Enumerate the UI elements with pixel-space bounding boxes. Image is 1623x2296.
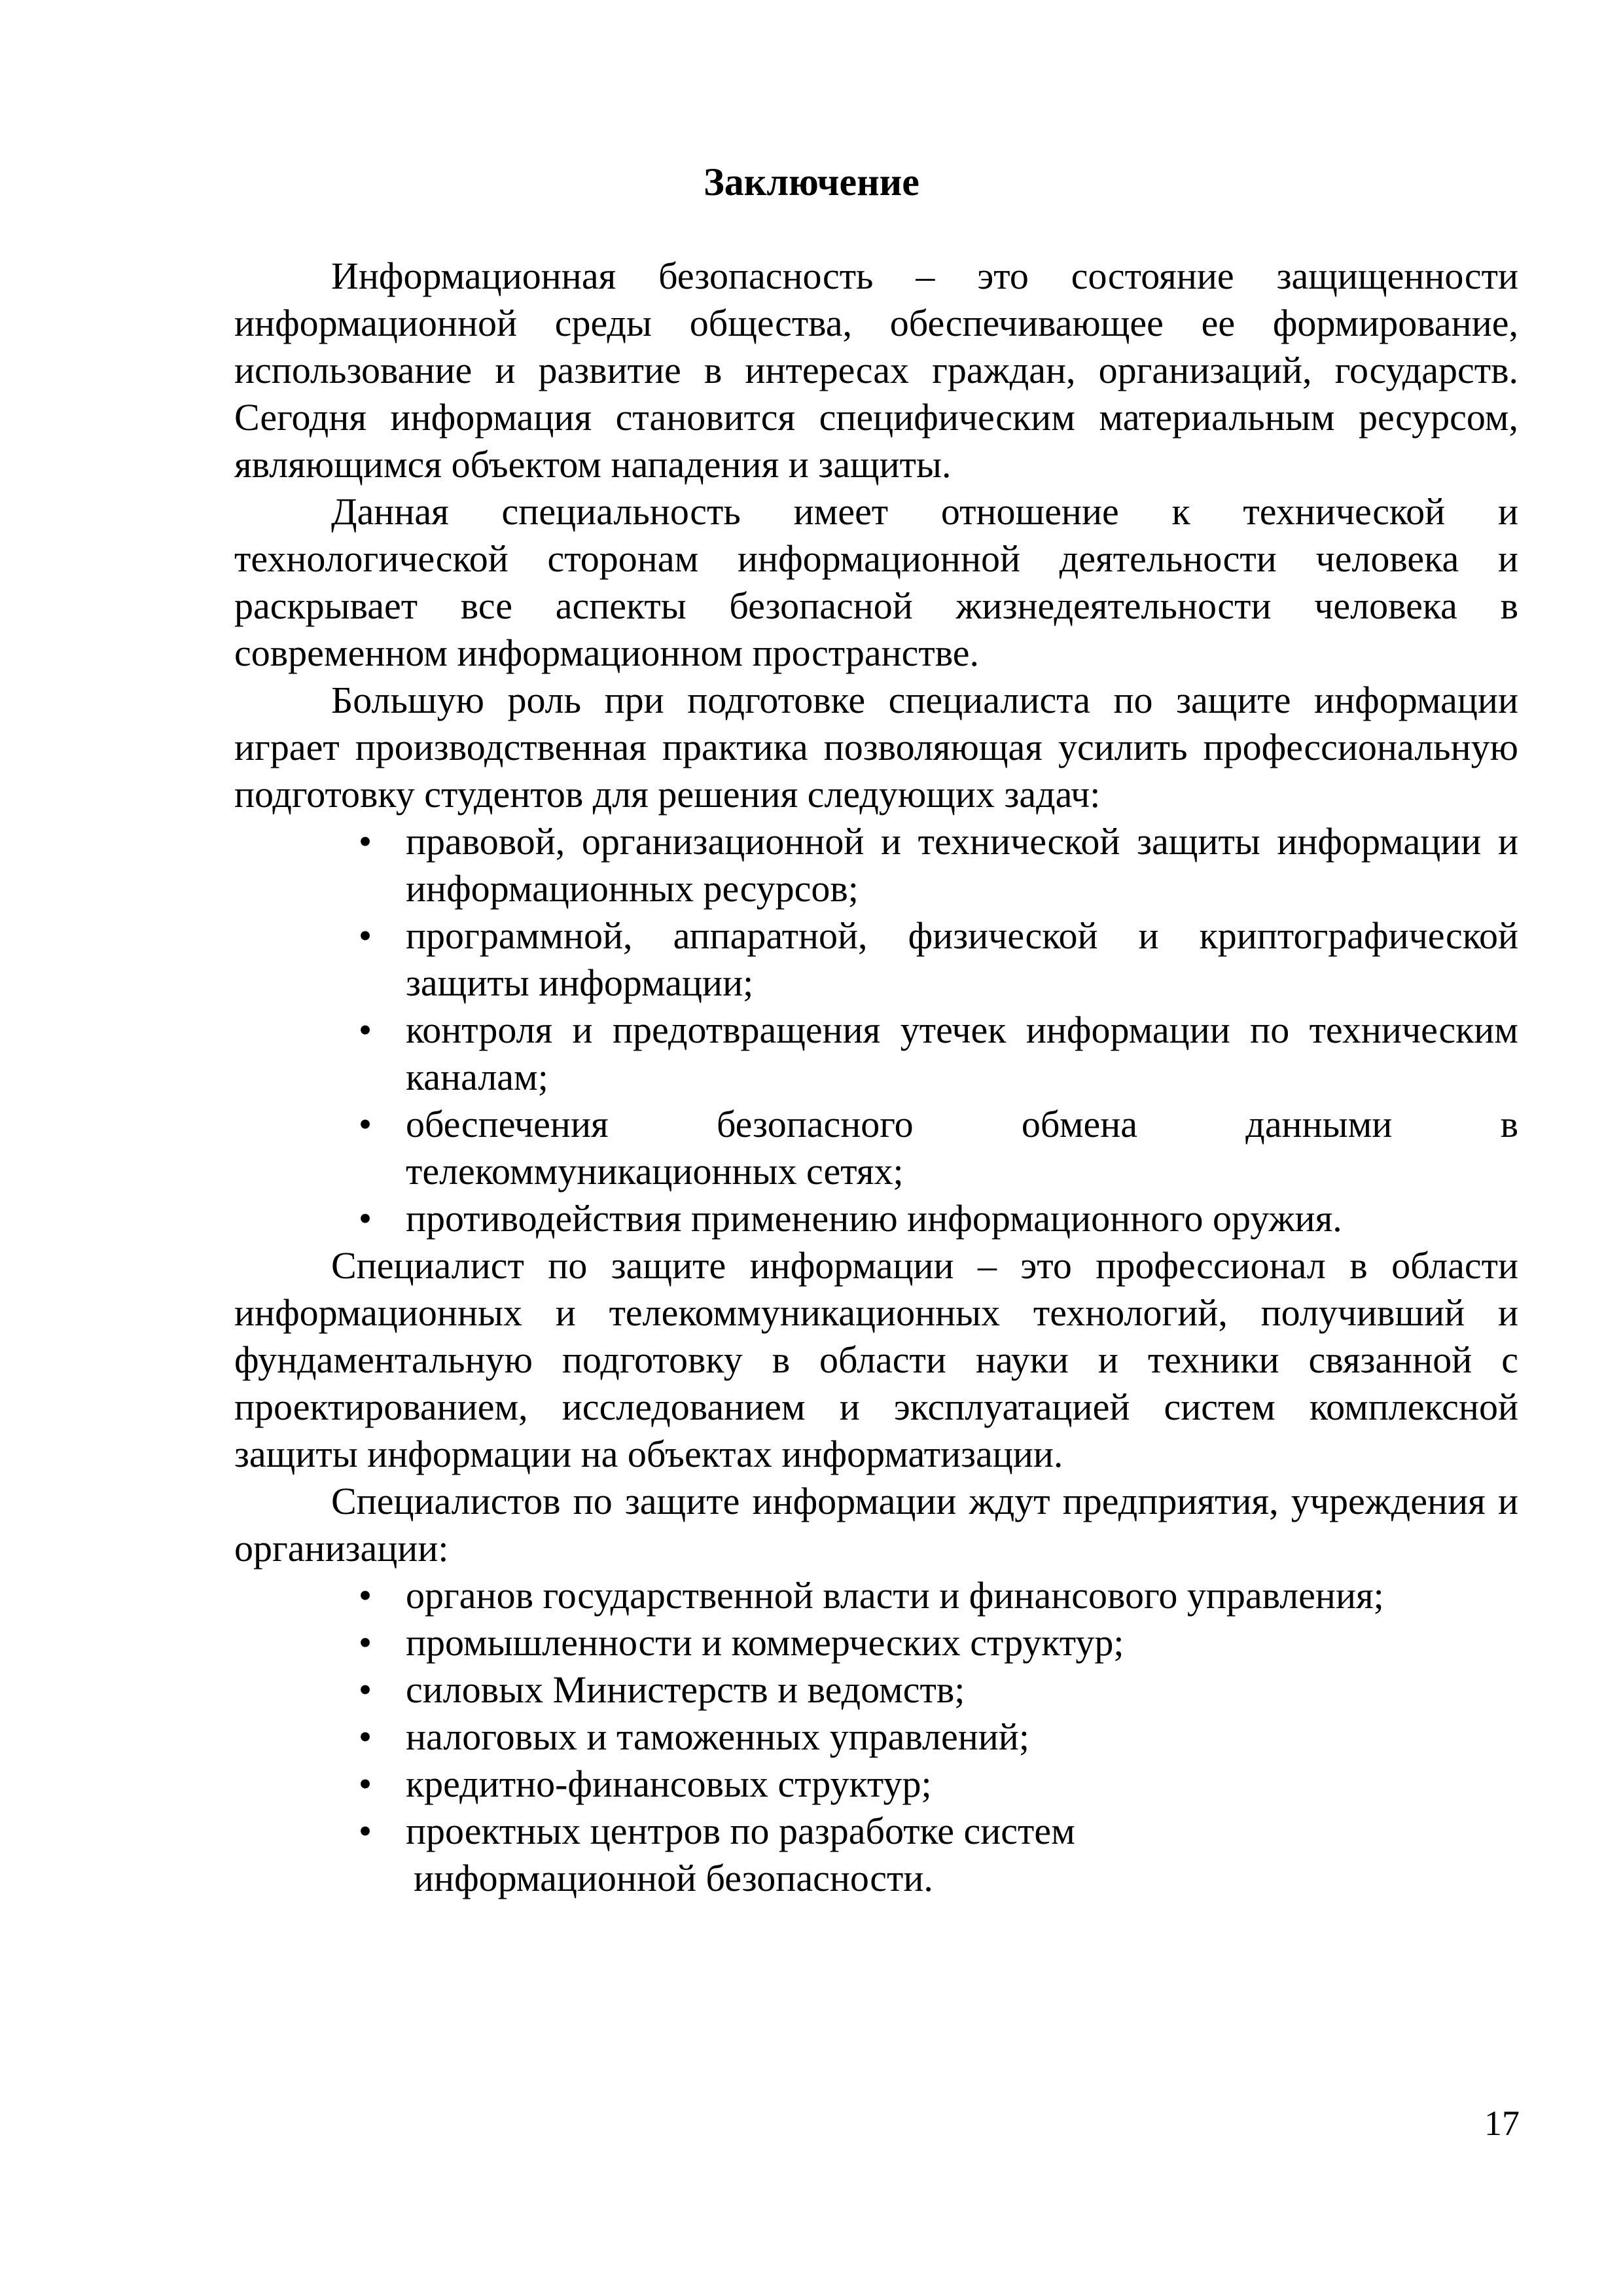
list-item-text: налоговых и таможенных управлений;: [406, 1715, 1029, 1758]
employers-list: [234, 1572, 1518, 1902]
paragraph-3: Большую роль при подготовке специалиста по защите информации играет производственная практика позволяющая усилить профессиональную подготовку студентов для решения следующих задач:: [234, 679, 1518, 816]
list-item-text: проектных центров по разработке систем: [406, 1810, 1075, 1852]
bullet-icon: •: [358, 1197, 372, 1240]
list-item-text: силовых Министерств и ведомств;: [406, 1668, 965, 1711]
bullet-icon: •: [358, 1009, 372, 1051]
bullet-icon: •: [358, 914, 372, 957]
paragraph-1: Информационная безопасность – это состояние защищенности информационной среды общества, обеспечивающее ее формирование, использование и развитие в интересах граждан, организаций, государств. Сегодня информация становится специфическим материальным ресурсом, являющимся объектом нападения и защиты.: [234, 255, 1518, 486]
list-item: [234, 1808, 1518, 1902]
bullet-icon: •: [358, 1103, 372, 1145]
list-item-text: кредитно-финансовых структур;: [406, 1763, 932, 1805]
list-item-text: обеспечения безопасного обмена данными в телекоммуникационных сетях;: [406, 1103, 1518, 1193]
page-number: 17: [1484, 2104, 1520, 2143]
bullet-icon: •: [358, 1621, 372, 1664]
list-item-text: правовой, организационной и технической защиты информации и информационных ресурсов;: [406, 820, 1518, 910]
list-item-text-continuation: информационной безопасности.: [414, 1857, 933, 1899]
bullet-icon: •: [358, 1763, 372, 1805]
list-item: [234, 818, 1518, 912]
list-item: [234, 1666, 1518, 1713]
paragraph-2: Данная специальность имеет отношение к технической и технологической сторонам информационной деятельности человека и раскрывает все аспекты безопасной жизнедеятельности человека в современном информационном пространстве.: [234, 490, 1518, 674]
list-item: [234, 1761, 1518, 1808]
list-item-text: контроля и предотвращения утечек информации по техническим каналам;: [406, 1009, 1518, 1098]
list-item: [234, 1713, 1518, 1761]
document-body: [234, 253, 1518, 1902]
list-item: [234, 1619, 1518, 1666]
list-item: [234, 1007, 1518, 1101]
paragraph-5: Специалистов по защите информации ждут предприятия, учреждения и организации:: [234, 1480, 1518, 1570]
list-item-text: органов государственной власти и финансового управления;: [406, 1574, 1384, 1617]
page-title: Заключение: [704, 160, 919, 204]
list-item-text: противодействия применению информационного оружия.: [406, 1197, 1342, 1240]
list-item: [234, 912, 1518, 1007]
tasks-list: [234, 818, 1518, 1242]
list-item: [234, 1572, 1518, 1619]
bullet-icon: •: [358, 820, 372, 863]
bullet-icon: •: [358, 1715, 372, 1758]
paragraph-4: Специалист по защите информации – это профессионал в области информационных и телекоммуникационных технологий, получивший и фундаментальную подготовку в области науки и техники связанной с проектированием, исследованием и эксплуатацией систем комплексной защиты информации на объектах информатизации.: [234, 1244, 1518, 1475]
bullet-icon: •: [358, 1668, 372, 1711]
list-item: [234, 1195, 1518, 1242]
bullet-icon: •: [358, 1574, 372, 1617]
bullet-icon: •: [358, 1810, 372, 1852]
list-item: [234, 1101, 1518, 1195]
list-item-text: программной, аппаратной, физической и криптографической защиты информации;: [406, 914, 1518, 1004]
list-item-text: промышленности и коммерческих структур;: [406, 1621, 1124, 1664]
